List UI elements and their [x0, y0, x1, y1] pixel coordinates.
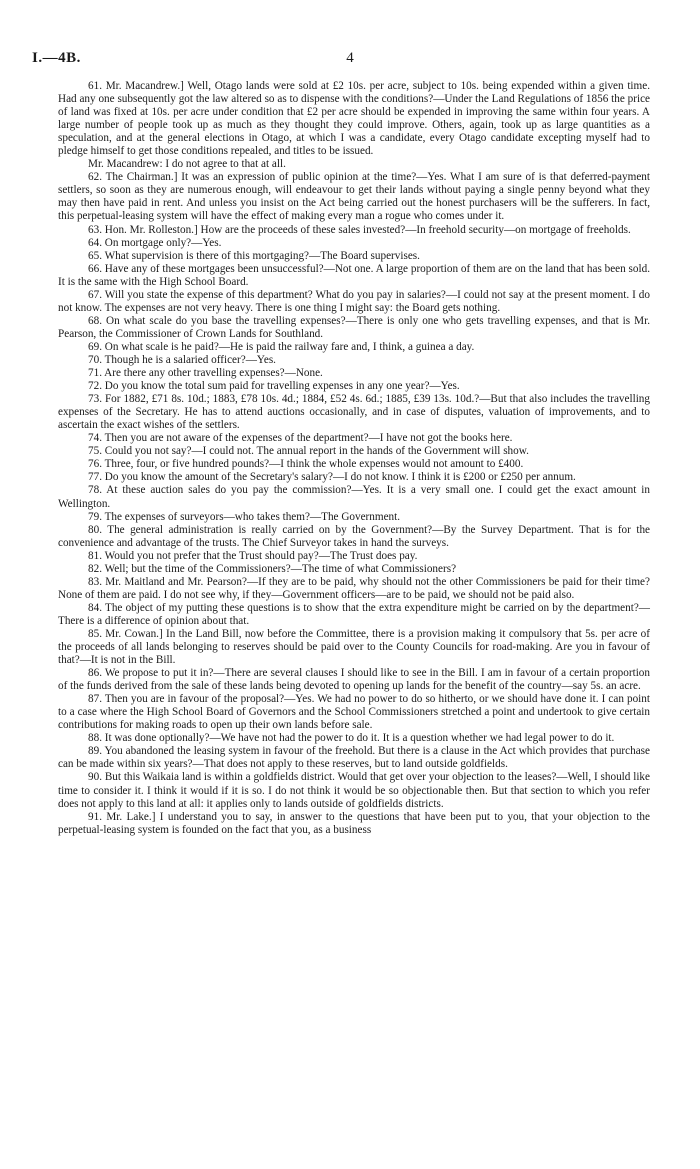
paragraph: 67. Will you state the expense of this department? What do you pay in salaries?—I could not say at the present moment. I do not know. The expenses are not very heavy. There is one thing I might say: the Board gets nothing.: [58, 288, 650, 314]
page-header: [32, 50, 668, 70]
paragraph: 68. On what scale do you base the travelling expenses?—There is only one who gets travelling expenses, and that is Mr. Pearson, the Commissioner of Crown Lands for Southland.: [58, 314, 650, 340]
paragraph: 76. Three, four, or five hundred pounds?—I think the whole expenses would not amount to £400.: [88, 458, 524, 471]
paragraph: 89. You abandoned the leasing system in favour of the freehold. But there is a clause in the Act which provides that purchase can be made within six years?—That does not apply to these reserves, but to land outside goldfields.: [58, 745, 650, 771]
paragraph: 85. Mr. Cowan.] In the Land Bill, now before the Committee, there is a provision making it compulsory that 5s. per acre of the proceeds of all lands belonging to reserves should be paid over to the County Councils for road-making. Are you in favour of that?—It is not in the Bill.: [58, 627, 650, 667]
paragraph: 69. On what scale is he paid?—He is paid the railway fare and, I think, a guinea a day.: [88, 340, 475, 353]
paragraph: 77. Do you know the amount of the Secretary's salary?—I do not know. I think it is £200 or £250 per annum.: [88, 471, 576, 484]
paragraph: 88. It was done optionally?—We have not had the power to do it. It is a question whether we had legal power to do it.: [88, 732, 615, 745]
paragraph: 83. Mr. Maitland and Mr. Pearson?—If they are to be paid, why should not the other Commissioners be paid for their time? None of them are paid. I do not see why, if they—Government officers—are to be paid, we should not be paid also.: [58, 575, 650, 601]
document-body: [58, 80, 650, 837]
paragraph: Mr. Macandrew: I do not agree to that at all.: [88, 158, 286, 171]
paragraph: 73. For 1882, £71 8s. 10d.; 1883, £78 10s. 4d.; 1884, £52 4s. 6d.; 1885, £39 13s. 10d.?—But that also includes the travelling expenses of the Secretary. He has to attend auctions occasionally, and in case of disputes, valuation of improvements, and to ascertain the exact wishes of the settlers.: [58, 393, 650, 432]
paragraph: 66. Have any of these mortgages been unsuccessful?—Not one. A large proportion of them are on the land that has been sold. It is the same with the High School Board.: [58, 262, 650, 288]
paragraph: 82. Well; but the time of the Commissioners?—The time of what Commissioners?: [88, 562, 457, 575]
paragraph: 72. Do you know the total sum paid for travelling expenses in any one year?—Yes.: [88, 380, 460, 393]
paragraph: 90. But this Waikaia land is within a goldfields district. Would that get over your objection to the leases?—Well, I should like time to consider it. I think it would if it is so. I do not think it would be so objectionable then. But that section to which you refer does not apply to this land at all: it applies only to lands outside of goldfields districts.: [58, 771, 650, 810]
paragraph: 86. We propose to put it in?—There are several clauses I should like to see in the Bill. I am in favour of a certain proportion of the funds derived from the sale of these lands being devoted to opening up lands for the benefit of the country—say 5s. an acre.: [58, 667, 650, 693]
paragraph: 87. Then you are in favour of the proposal?—Yes. We had no power to do so hitherto, or we should have done it. I can point to a case where the High School Board of Governors and the School Commissioners stretched a point and undertook to give certain contributions for making roads to open up their own lands before sale.: [58, 693, 650, 732]
paragraph: 84. The object of my putting these questions is to show that the extra expenditure might be carried on by the department?—There is a difference of opinion about that.: [58, 601, 650, 627]
paragraph: 63. Hon. Mr. Rolleston.] How are the proceeds of these sales invested?—In freehold security—on mortgage of freeholds.: [88, 223, 631, 236]
paragraph: 91. Mr. Lake.] I understand you to say, in answer to the questions that have been put to you, that your objection to the perpetual-leasing system is founded on the fact that you, as a business: [58, 810, 650, 836]
document-code: I.—4B.: [32, 50, 81, 66]
paragraph: 74. Then you are not aware of the expenses of the department?—I have not got the books here.: [88, 432, 513, 445]
paragraph: 80. The general administration is really carried on by the Government?—By the Survey Department. That is for the convenience and advantage of the trusts. The Chief Surveyor takes in hand the surveys.: [58, 523, 650, 549]
paragraph: 64. On mortgage only?—Yes.: [88, 236, 222, 249]
paragraph: 61. Mr. Macandrew.] Well, Otago lands were sold at £2 10s. per acre, subject to 10s. being expended within a given time. Had any one subsequently got the law altered so as to dispense with the conditions?—Under the Land Regulations of 1856 the price of land was fixed at 10s. per acre under condition that £2 per acre should be expended in improving the same within four years. A large number of people took up as much as they thought they could improve. Others, again, took up as large quantities as a speculation, and at the general elections in Otago, at which I was a candidate, every Otago candidate excepting myself had to pledge himself to get those conditions repealed, and titles to be issued.: [58, 80, 650, 158]
paragraph: 78. At these auction sales do you pay the commission?—Yes. It is a very small one. I could get the exact amount in Wellington.: [58, 484, 650, 510]
paragraph: 79. The expenses of surveyors—who takes them?—The Government.: [88, 510, 401, 523]
paragraph: 62. The Chairman.] It was an expression of public opinion at the time?—Yes. What I am sure of is that deferred-payment settlers, so soon as they are numerous enough, will endeavour to get their lands without paying a single penny beyond what they may then have paid in rent. And unless you insist on the Act being carried out the honest purchasers will be the sufferers. In fact, this perpetual-leasing system will have the effect of making every man a rogue who comes under it.: [58, 171, 650, 223]
paragraph: 70. Though he is a salaried officer?—Yes.: [88, 353, 276, 366]
paragraph: 71. Are there any other travelling expenses?—None.: [88, 367, 323, 380]
page-number: 4: [346, 50, 354, 66]
paragraph: 65. What supervision is there of this mortgaging?—The Board supervises.: [88, 249, 420, 262]
paragraph: 81. Would you not prefer that the Trust should pay?—The Trust does pay.: [88, 549, 418, 562]
paragraph: 75. Could you not say?—I could not. The annual report in the hands of the Government will show.: [88, 445, 529, 458]
